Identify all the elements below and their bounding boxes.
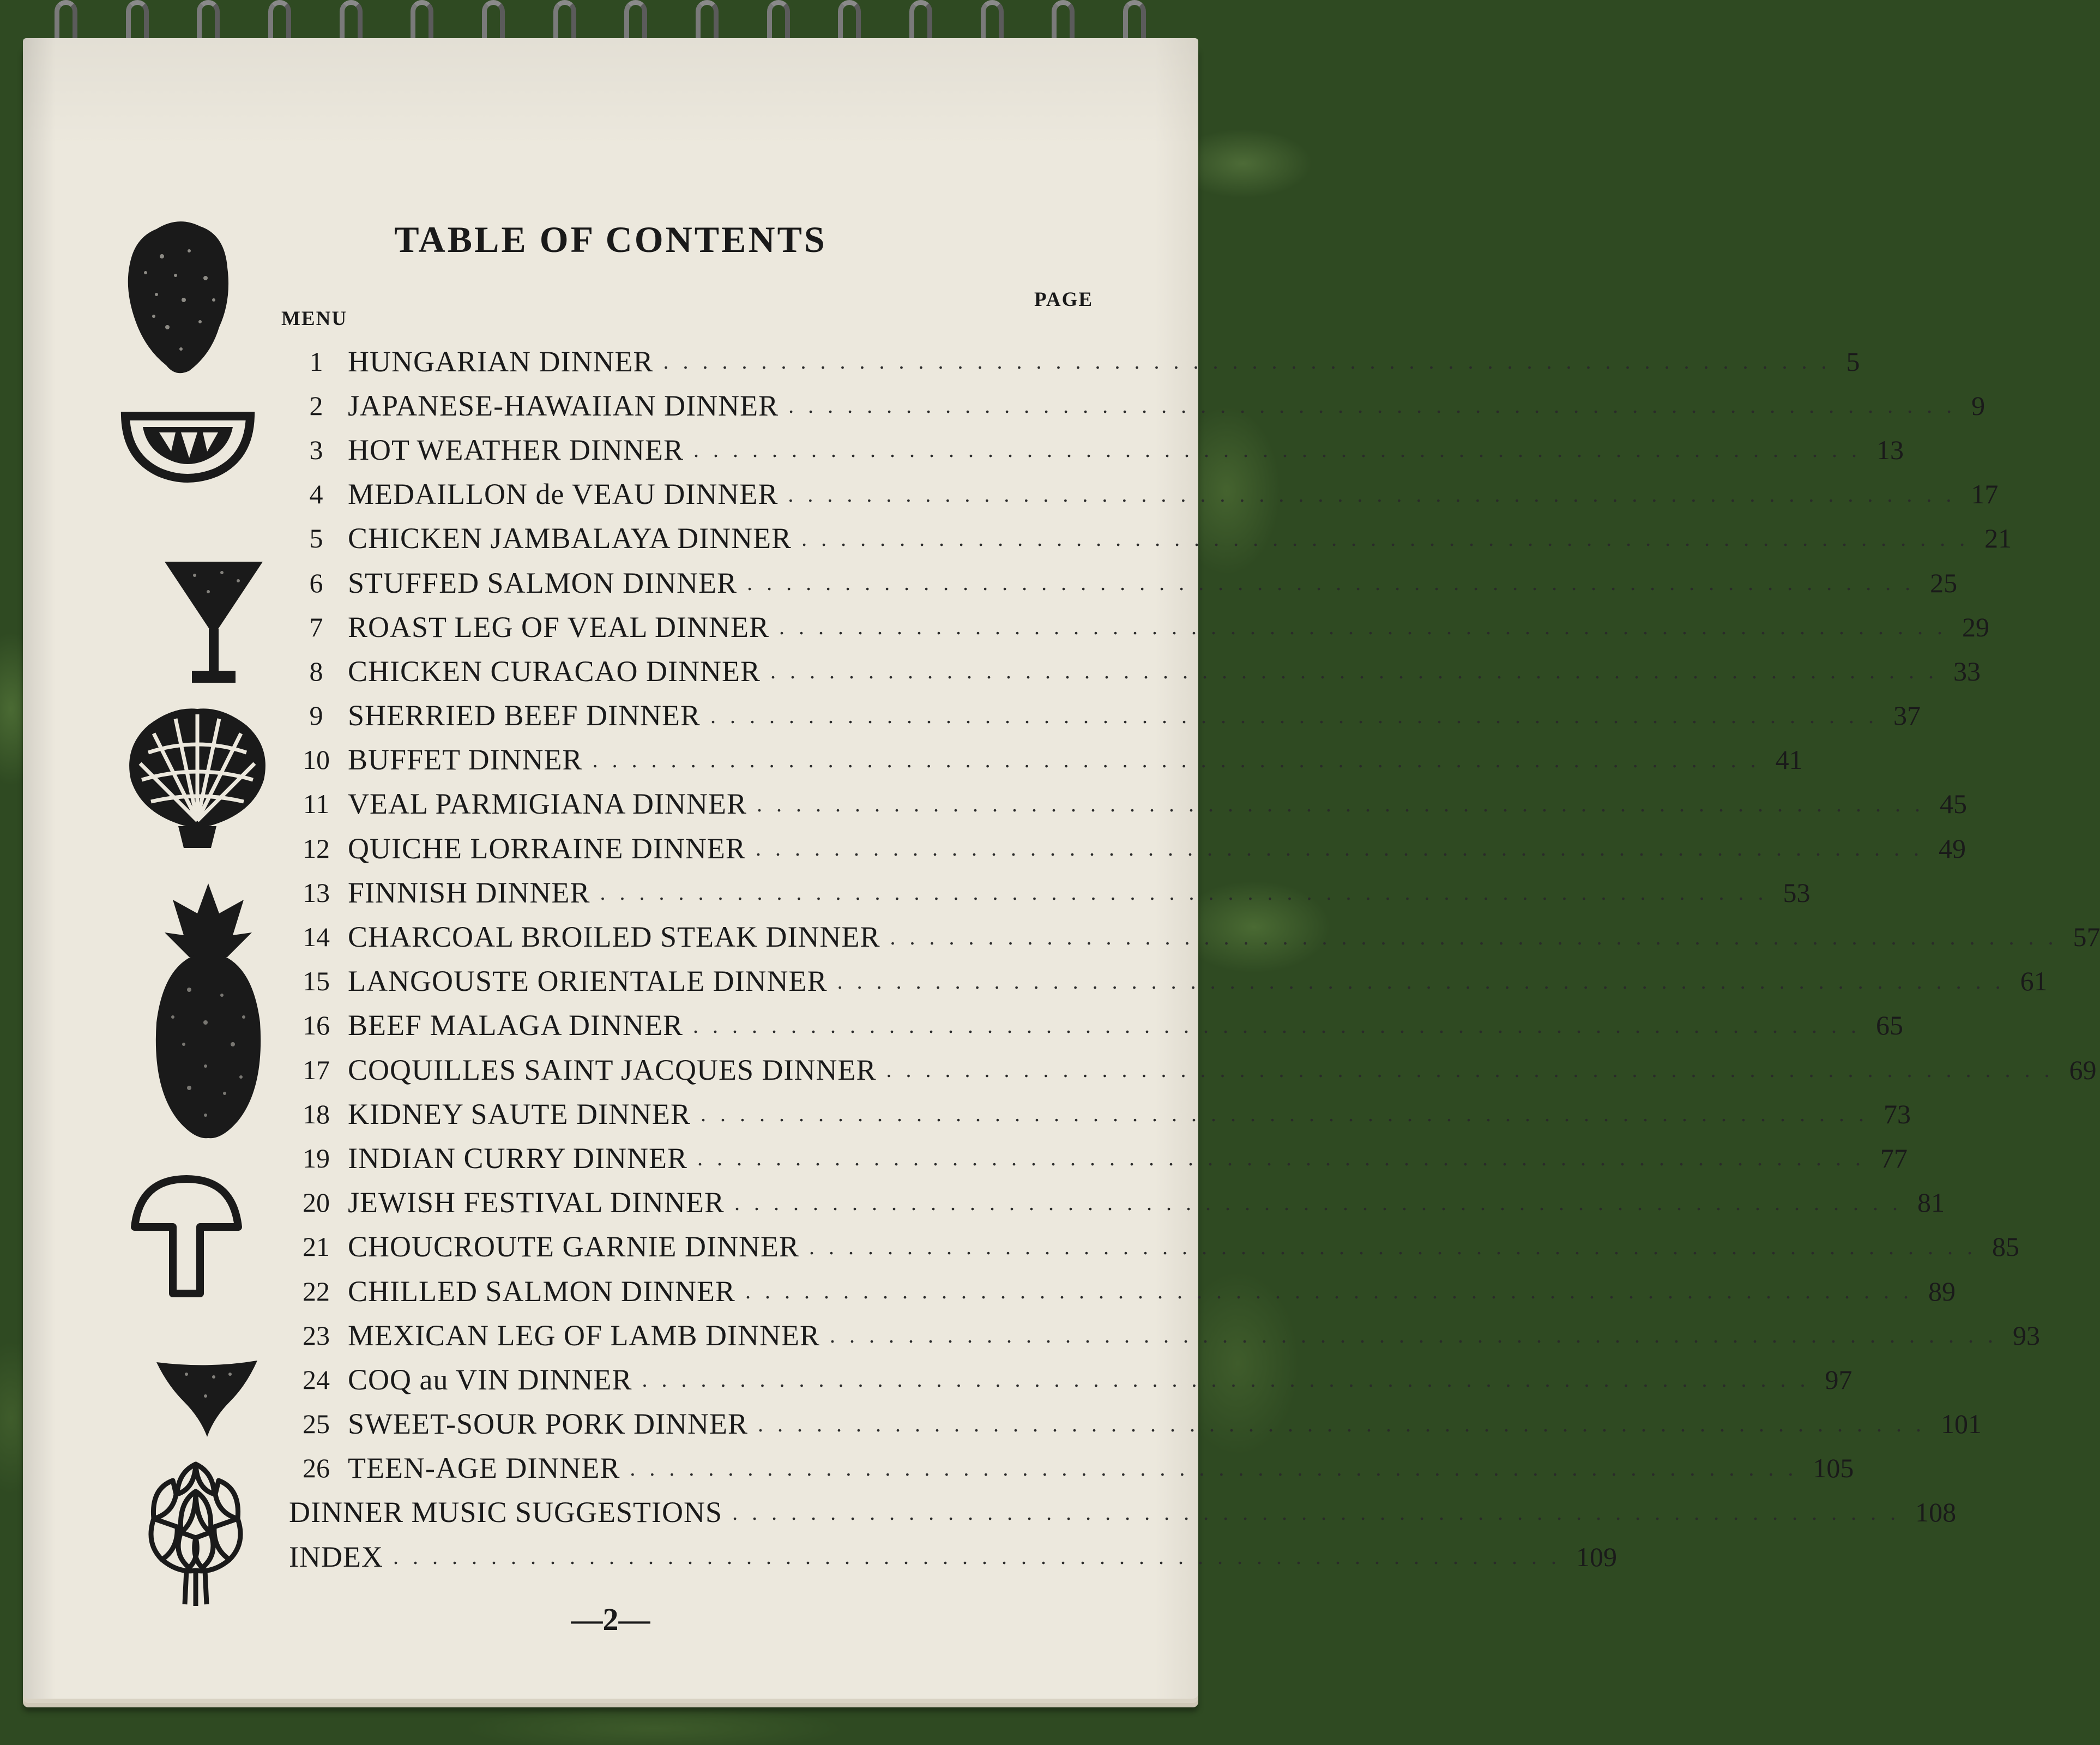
- page-reference: 109: [1576, 1541, 1617, 1572]
- menu-title: CHICKEN CURACAO DINNER: [348, 654, 761, 688]
- menu-number: 10: [303, 744, 330, 775]
- menu-number: 9: [309, 700, 323, 731]
- menu-number: 21: [303, 1231, 330, 1262]
- menu-title: MEDAILLON de VEAU DINNER: [348, 478, 779, 511]
- dot-leader: ............................................................: [755, 836, 1933, 861]
- dot-leader: ............................................................: [734, 1190, 1912, 1215]
- page-reference: 61: [2020, 966, 2048, 997]
- contents-row: [285, 1357, 1852, 1401]
- dot-leader: ............................................................: [393, 1544, 1571, 1569]
- contents-row: [285, 516, 2012, 561]
- contents-row: [285, 1181, 1945, 1225]
- menu-title: STUFFED SALMON DINNER: [348, 566, 738, 599]
- page-reference: 77: [1880, 1142, 1908, 1174]
- dot-leader: ............................................................: [642, 1367, 1820, 1392]
- contents-row: [285, 959, 2048, 1003]
- menu-title: FINNISH DINNER: [348, 876, 590, 909]
- page-reference: 49: [1938, 833, 1966, 864]
- dot-leader: ............................................................: [788, 393, 1966, 418]
- menu-title: LANGOUSTE ORIENTALE DINNER: [348, 965, 828, 998]
- contents-row: [285, 738, 1803, 782]
- menu-title: HOT WEATHER DINNER: [348, 433, 684, 466]
- menu-number: 26: [303, 1453, 330, 1484]
- contents-row: [285, 694, 1921, 738]
- menu-title: VEAL PARMIGIANA DINNER: [348, 787, 747, 821]
- page-reference: 29: [1962, 611, 1990, 642]
- page-reference: 57: [2073, 922, 2100, 953]
- menu-title: CHOUCROUTE GARNIE DINNER: [348, 1230, 799, 1263]
- menu-number: 13: [303, 877, 330, 908]
- page-number: —2—: [571, 1602, 650, 1637]
- menu-number: 19: [303, 1142, 330, 1174]
- contents-row: [285, 1225, 2019, 1269]
- menu-title: TEEN-AGE DINNER: [348, 1452, 620, 1485]
- page-reference: 5: [1846, 346, 1860, 377]
- menu-number: 14: [303, 922, 330, 953]
- page-reference: 101: [1941, 1409, 1982, 1440]
- contents-row: [285, 826, 1966, 870]
- contents-extra-row: [285, 1490, 1957, 1535]
- page-reference: 97: [1825, 1364, 1852, 1395]
- menu-title: KIDNEY SAUTE DINNER: [348, 1097, 691, 1130]
- menu-number: 7: [309, 611, 323, 642]
- contents-row: [285, 782, 1968, 826]
- dot-leader: ............................................................: [886, 1057, 2064, 1082]
- page-reference: 37: [1893, 700, 1921, 731]
- menu-number: 25: [303, 1409, 330, 1440]
- menu-title: COQUILLES SAINT JACQUES DINNER: [348, 1053, 877, 1086]
- dot-leader: ............................................................: [600, 880, 1778, 905]
- page-reference: 25: [1930, 567, 1958, 598]
- dot-leader: ............................................................: [829, 1323, 2007, 1348]
- contents-list: [285, 339, 2100, 1579]
- scallop-shell-icon: [121, 703, 274, 851]
- page-column-header: PAGE: [1034, 288, 1094, 311]
- menu-title: QUICHE LORRAINE DINNER: [348, 832, 746, 865]
- dot-leader: ............................................................: [779, 615, 1957, 640]
- citrus-slice-icon: [121, 408, 255, 484]
- menu-number: 15: [303, 966, 330, 997]
- page-reference: 85: [1992, 1231, 2019, 1262]
- dot-leader: ............................................................: [757, 791, 1935, 816]
- menu-title: INDEX: [289, 1540, 383, 1573]
- menu-title: BUFFET DINNER: [348, 743, 583, 777]
- menu-number: 5: [309, 523, 323, 554]
- page-reference: 45: [1940, 789, 1968, 820]
- dot-leader: ............................................................: [758, 1411, 1936, 1436]
- artichoke-icon: [140, 1456, 252, 1609]
- menu-title: CHARCOAL BROILED STEAK DINNER: [348, 920, 880, 954]
- menu-title: SWEET-SOUR PORK DINNER: [348, 1407, 749, 1441]
- menu-number: 22: [303, 1275, 330, 1307]
- cocktail-glass-icon: [162, 559, 265, 690]
- dot-leader: ............................................................: [732, 1500, 1910, 1525]
- contents-extra-row: [285, 1535, 1617, 1579]
- menu-title: MEXICAN LEG OF LAMB DINNER: [348, 1319, 820, 1352]
- menu-title: COQ au VIN DINNER: [348, 1363, 632, 1396]
- dot-leader: ............................................................: [697, 1146, 1875, 1171]
- dot-leader: ............................................................: [700, 1102, 1878, 1127]
- contents-row: [285, 472, 1999, 516]
- menu-number: 4: [309, 479, 323, 510]
- dot-leader: ............................................................: [663, 349, 1841, 374]
- menu-number: 20: [303, 1187, 330, 1218]
- dot-leader: ............................................................: [837, 968, 2015, 994]
- contents-row: [285, 428, 1904, 472]
- menu-title: SHERRIED BEEF DINNER: [348, 699, 701, 732]
- page-reference: 13: [1876, 434, 1904, 465]
- contents-row: [285, 1003, 1904, 1048]
- menu-title: JAPANESE-HAWAIIAN DINNER: [348, 389, 779, 422]
- dot-leader: ............................................................: [710, 703, 1888, 728]
- contents-row: [285, 870, 1811, 914]
- dot-leader: ............................................................: [801, 526, 1980, 551]
- page-reference: 89: [1928, 1275, 1956, 1307]
- menu-number: 24: [303, 1364, 330, 1395]
- dot-leader: ............................................................: [747, 570, 1925, 595]
- menu-number: 23: [303, 1320, 330, 1351]
- contents-row: [285, 605, 1990, 649]
- dot-leader: ............................................................: [693, 437, 1871, 462]
- page-reference: 69: [2069, 1054, 2097, 1085]
- contents-row: [285, 1269, 1956, 1313]
- notebook-page: [23, 38, 2100, 1699]
- menu-number: 16: [303, 1010, 330, 1041]
- dot-leader: ............................................................: [890, 924, 2068, 949]
- contents-row: [285, 1048, 2097, 1092]
- menu-number: 3: [309, 434, 323, 465]
- contents-row: [285, 383, 1986, 428]
- menu-number: 1: [309, 346, 323, 377]
- page-reference: 105: [1813, 1453, 1854, 1484]
- mushroom-icon: [129, 1172, 244, 1301]
- menu-number: 8: [309, 655, 323, 687]
- menu-title: BEEF MALAGA DINNER: [348, 1009, 684, 1042]
- page-reference: 65: [1876, 1010, 1904, 1041]
- grape-cluster-icon: [124, 218, 233, 376]
- page-reference: 9: [1971, 390, 1986, 421]
- dot-leader: ............................................................: [788, 482, 1966, 507]
- menu-column-header: MENU: [281, 308, 348, 330]
- contents-row: [285, 1136, 1908, 1180]
- menu-number: 12: [303, 833, 330, 864]
- page-reference: 108: [1915, 1497, 1957, 1528]
- menu-title: INDIAN CURRY DINNER: [348, 1141, 687, 1175]
- dot-leader: ............................................................: [693, 1013, 1871, 1038]
- page-reference: 73: [1883, 1098, 1911, 1129]
- dot-leader: ............................................................: [808, 1234, 1987, 1259]
- page-title: TABLE OF CONTENTS: [394, 219, 827, 260]
- contents-row: [285, 339, 1860, 383]
- page-reference: 17: [1971, 479, 1999, 510]
- page-reference: 41: [1775, 744, 1803, 775]
- menu-number: 2: [309, 390, 323, 421]
- menu-title: ROAST LEG OF VEAL DINNER: [348, 610, 770, 643]
- contents-row: [285, 1313, 2040, 1357]
- page-reference: 53: [1783, 877, 1811, 908]
- contents-row: [285, 561, 1958, 605]
- page-reference: 21: [1984, 523, 2012, 554]
- contents-row: [285, 1446, 1854, 1490]
- menu-title: CHICKEN JAMBALAYA DINNER: [348, 522, 792, 555]
- menu-title: JEWISH FESTIVAL DINNER: [348, 1186, 725, 1219]
- dot-leader: ............................................................: [745, 1279, 1923, 1304]
- page-reference: 93: [2012, 1320, 2040, 1351]
- dot-leader: ............................................................: [592, 747, 1770, 772]
- page-reference: 81: [1917, 1187, 1945, 1218]
- menu-title: DINNER MUSIC SUGGESTIONS: [289, 1496, 723, 1529]
- contents-row: [285, 649, 1981, 693]
- page-reference: 33: [1953, 655, 1981, 687]
- menu-title: HUNGARIAN DINNER: [348, 345, 654, 378]
- pineapple-icon: [151, 881, 265, 1140]
- contents-row: [285, 1092, 1911, 1136]
- dot-leader: ............................................................: [770, 659, 1948, 684]
- dot-leader: ............................................................: [630, 1455, 1808, 1481]
- radish-icon: [154, 1358, 260, 1440]
- menu-number: 6: [309, 567, 323, 598]
- menu-number: 17: [303, 1054, 330, 1085]
- menu-number: 11: [303, 789, 330, 820]
- menu-title: CHILLED SALMON DINNER: [348, 1274, 735, 1308]
- contents-row: [285, 1402, 1982, 1446]
- contents-row: [285, 914, 2100, 959]
- menu-number: 18: [303, 1098, 330, 1129]
